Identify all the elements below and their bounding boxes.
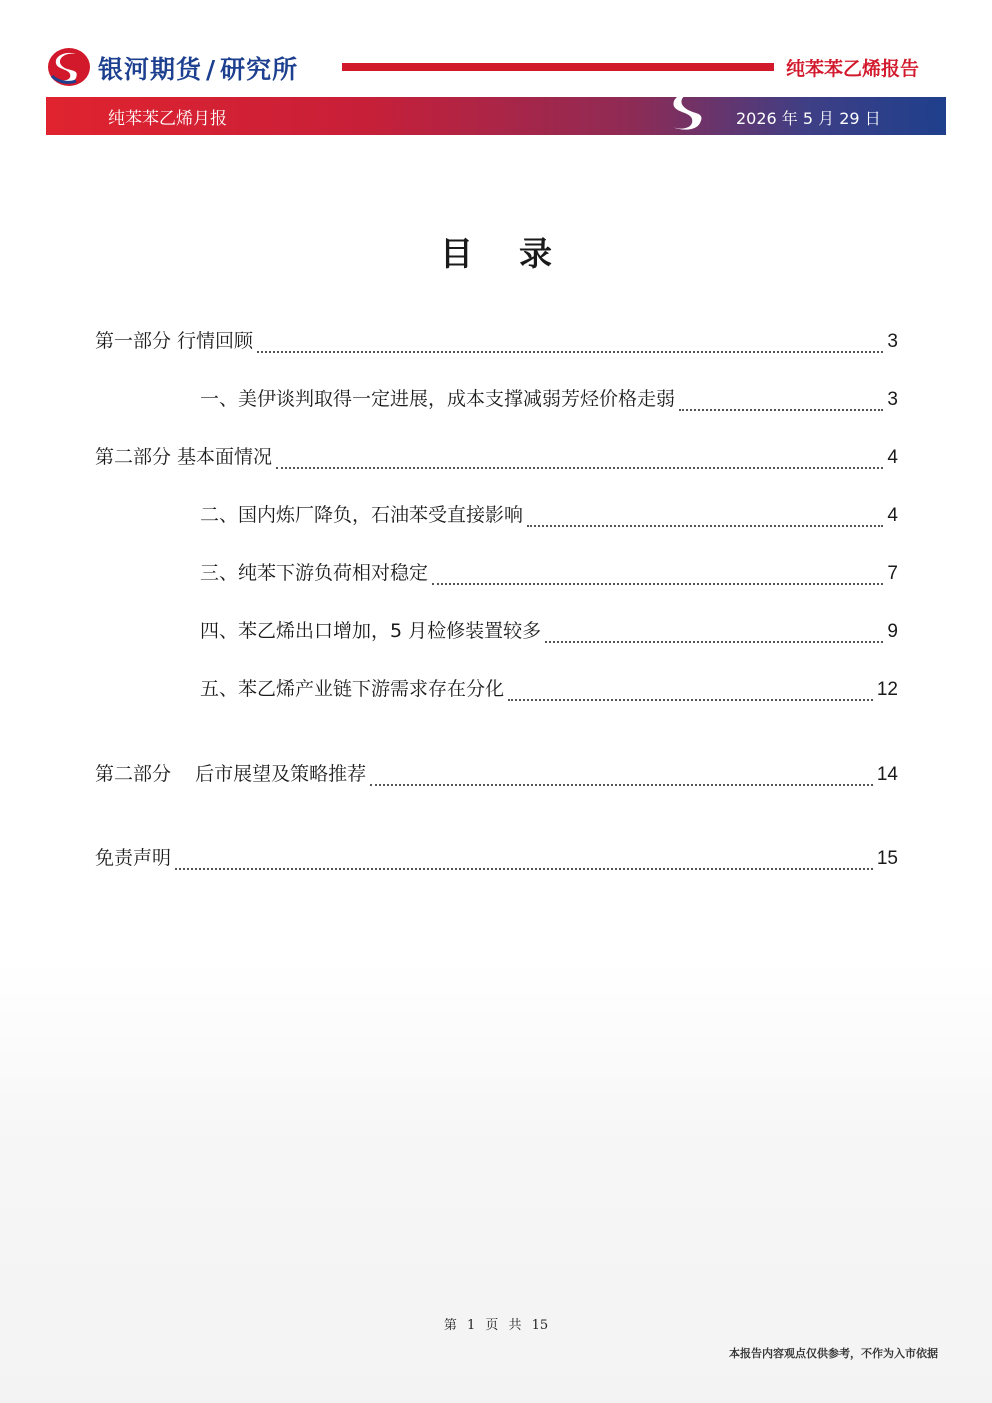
toc-leader-dots (175, 854, 873, 870)
toc-leader-dots (276, 453, 883, 469)
division-label: 研究所 (220, 55, 299, 84)
toc-leader-dots (432, 569, 883, 585)
toc-entry[interactable] (95, 326, 898, 354)
brand-separator: / (206, 55, 217, 84)
toc-entry[interactable] (95, 843, 898, 871)
toc-entry[interactable] (95, 442, 898, 470)
page-indicator: 第 1 页 共 15 (443, 1318, 549, 1333)
toc-entry-label: 第二部分 基本面情况 (95, 446, 273, 468)
header-band (46, 97, 946, 135)
toc-leader-dots (679, 395, 883, 411)
toc-entry[interactable] (200, 674, 898, 702)
toc-entry[interactable] (200, 558, 898, 586)
toc-entry-label: 四、苯乙烯出口增加，5 月检修装置较多 (200, 620, 542, 642)
report-type: 纯苯苯乙烯报告 (786, 58, 920, 80)
toc-entry-page: 3 (887, 389, 898, 410)
toc-title: 目录 (440, 234, 598, 273)
galaxy-logo-icon (46, 46, 92, 88)
toc-entry-label: 三、纯苯下游负荷相对稳定 (200, 562, 429, 584)
toc-entry-page: 3 (887, 331, 898, 352)
toc-entry[interactable] (95, 759, 898, 787)
report-date: 2026 年 5 月 29 日 (736, 109, 881, 128)
toc-leader-dots (257, 337, 883, 353)
toc-entry-label: 第一部分 行情回顾 (95, 330, 254, 352)
report-series-title: 纯苯苯乙烯月报 (108, 109, 227, 129)
toc-leader-dots (370, 770, 873, 786)
brand-label: 银河期货 (98, 55, 203, 84)
toc-entry[interactable] (200, 384, 898, 412)
toc-entry-page: 14 (876, 764, 898, 785)
toc-entry-label: 五、苯乙烯产业链下游需求存在分化 (200, 678, 505, 700)
brand-name (98, 50, 298, 86)
toc-entry-label: 第二部分 后市展望及策略推荐 (95, 763, 367, 785)
toc-entry-label: 一、美伊谈判取得一定进展，成本支撑减弱芳烃价格走弱 (200, 388, 676, 410)
toc-entry-page: 4 (887, 505, 898, 526)
toc-entry[interactable] (200, 616, 898, 644)
toc-leader-dots (527, 511, 883, 527)
swoosh-icon (664, 89, 716, 137)
toc-entry-page: 15 (876, 848, 898, 869)
toc-entry[interactable] (200, 500, 898, 528)
toc-entry-label: 免责声明 (95, 847, 172, 869)
header-red-rule (342, 63, 774, 71)
toc-entry-label: 二、国内炼厂降负，石油苯受直接影响 (200, 504, 524, 526)
footer-disclaimer-note: 本报告内容观点仅供参考，不作为入市依据 (729, 1347, 938, 1360)
toc-entry-page: 7 (887, 563, 898, 584)
toc-leader-dots (508, 685, 873, 701)
toc-entry-page: 9 (887, 621, 898, 642)
toc-entry-page: 4 (887, 447, 898, 468)
toc-leader-dots (545, 627, 883, 643)
toc-entry-page: 12 (876, 679, 898, 700)
